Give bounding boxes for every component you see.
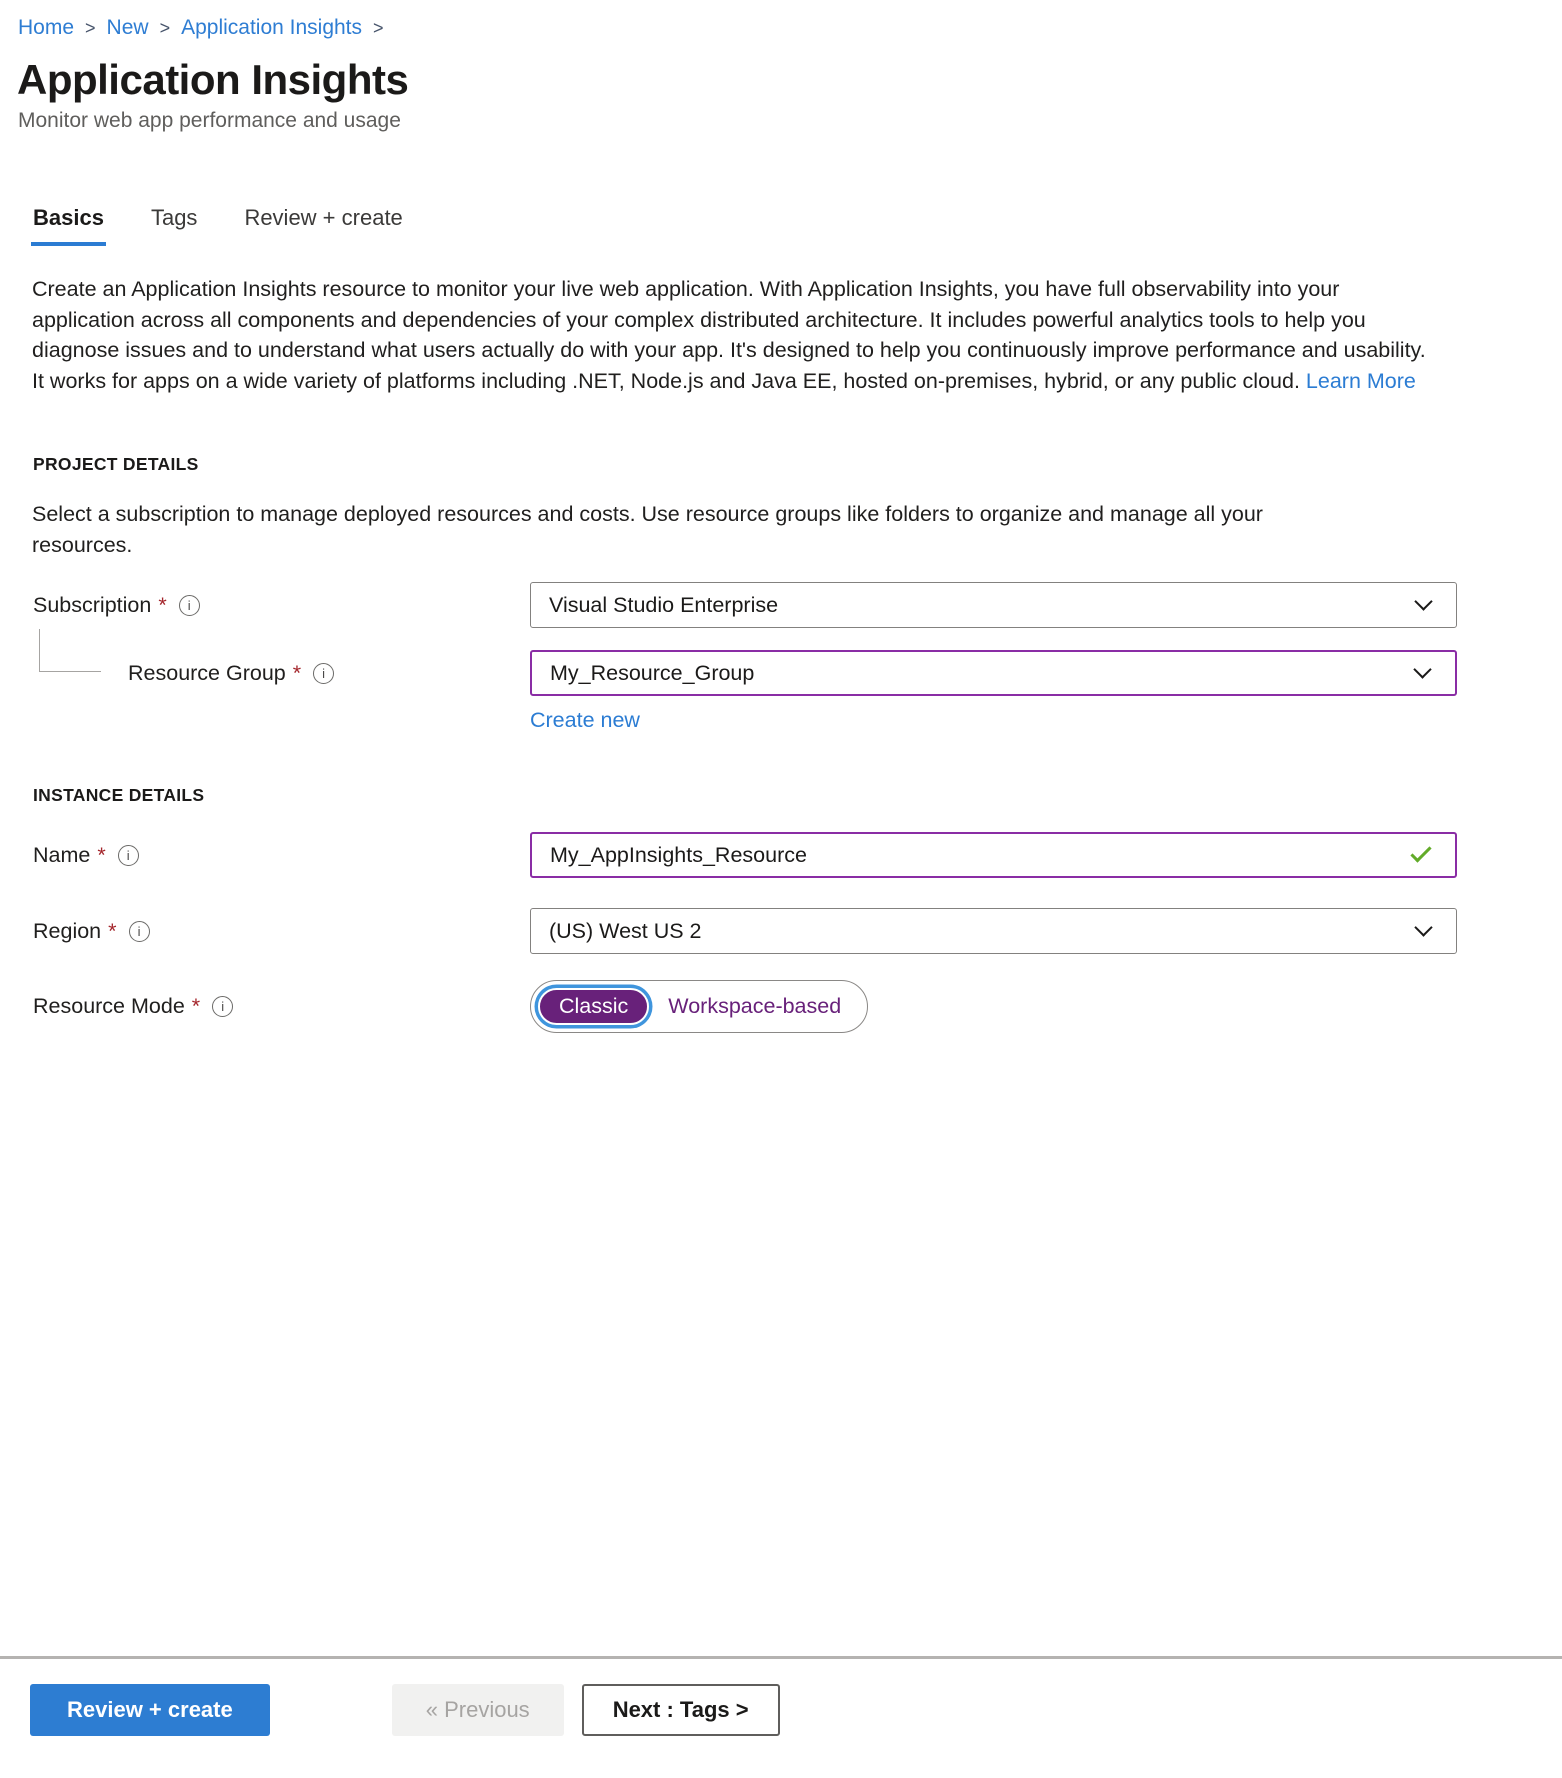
footer-divider [0,1656,1562,1659]
basics-form [33,582,1562,1033]
chevron-down-icon [1414,592,1432,610]
name-row [33,832,1562,878]
breadcrumb-new[interactable]: New [106,16,149,39]
region-row [33,908,1562,954]
tab-basics[interactable]: Basics [33,205,104,246]
tab-tags[interactable]: Tags [150,205,198,230]
subscription-dropdown[interactable] [530,582,1457,628]
name-value: My_AppInsights_Resource [550,842,807,867]
previous-button[interactable]: « Previous [392,1684,564,1736]
subscription-label [33,593,530,618]
tab-review-create[interactable]: Review + create [244,205,403,230]
breadcrumb-separator-icon: > [373,17,384,38]
breadcrumb-separator-icon: > [159,17,171,38]
project-details-description: Select a subscription to manage deployed resources and costs. Use resource groups like folders to organize and manage all your resources. [32,502,1263,557]
next-tags-button[interactable]: Next : Tags > [582,1684,780,1736]
name-label [33,843,530,868]
resource-group-row [33,650,1562,696]
intro-text: Create an Application Insights resource to monitor your live web application. With Application Insights, you have full observability into your application across all components and dependencies of your complex distributed architecture. It includes powerful analytics tools to help you diagnose issues and to understand what users actually do with your app. It's designed to help you continuously improve performance and usability. It works for apps on a wide variety of platforms including .NET, Node.js and Java EE, hosted on-premises, hybrid, or any public cloud. [32,277,1426,393]
breadcrumb-separator-icon: > [85,17,96,38]
region-label-text: Region [33,918,102,943]
intro-paragraph [32,274,1442,396]
subscription-group [33,582,1562,696]
required-asterisk: * [191,994,201,1018]
project-details-heading: PROJECT DETAILS [33,454,199,474]
info-icon[interactable]: i [129,921,150,942]
valid-check-icon [1410,841,1431,862]
footer-buttons [30,1684,1562,1736]
chevron-down-icon [1414,918,1432,936]
review-create-button[interactable]: Review + create [30,1684,270,1736]
region-dropdown[interactable] [530,908,1457,954]
resource-mode-toggle [530,980,868,1033]
resource-group-dropdown[interactable] [530,650,1457,696]
tab-bar [33,205,1562,246]
info-icon[interactable]: i [313,663,334,684]
breadcrumb-home[interactable]: Home [18,16,75,39]
resource-group-value: My_Resource_Group [550,660,755,685]
name-input[interactable] [530,832,1457,878]
breadcrumb [0,0,1562,40]
create-new-link[interactable]: Create new [530,708,640,732]
info-icon[interactable]: i [118,845,139,866]
resource-mode-label [33,994,530,1019]
resource-group-label-text: Resource Group [128,660,286,685]
page-subtitle: Monitor web app performance and usage [18,109,401,132]
region-value: (US) West US 2 [549,918,702,943]
required-asterisk: * [97,842,106,867]
subscription-row [33,582,1562,628]
required-asterisk: * [108,918,117,943]
breadcrumb-application-insights[interactable]: Application Insights [181,16,363,39]
subscription-label-text: Subscription [33,592,152,617]
resource-group-label [33,661,530,686]
required-asterisk: * [292,660,302,685]
resource-mode-row [33,980,1562,1033]
required-asterisk: * [158,592,167,617]
info-icon[interactable]: i [179,595,200,616]
chevron-down-icon [1413,660,1431,678]
subscription-value: Visual Studio Enterprise [549,592,779,617]
instance-details-heading: INSTANCE DETAILS [33,785,205,805]
resource-mode-option-classic[interactable]: Classic [538,988,649,1025]
page-title: Application Insights [17,56,409,103]
region-label [33,919,530,944]
resource-mode-option-workspace-based[interactable]: Workspace-based [668,994,842,1018]
name-label-text: Name [33,842,91,867]
resource-mode-label-text: Resource Mode [33,994,185,1018]
tree-connector-line [39,629,101,672]
learn-more-link[interactable]: Learn More [1305,368,1416,393]
create-new-row [530,708,1562,733]
wizard-footer [0,1656,1562,1736]
info-icon[interactable]: i [212,996,233,1017]
